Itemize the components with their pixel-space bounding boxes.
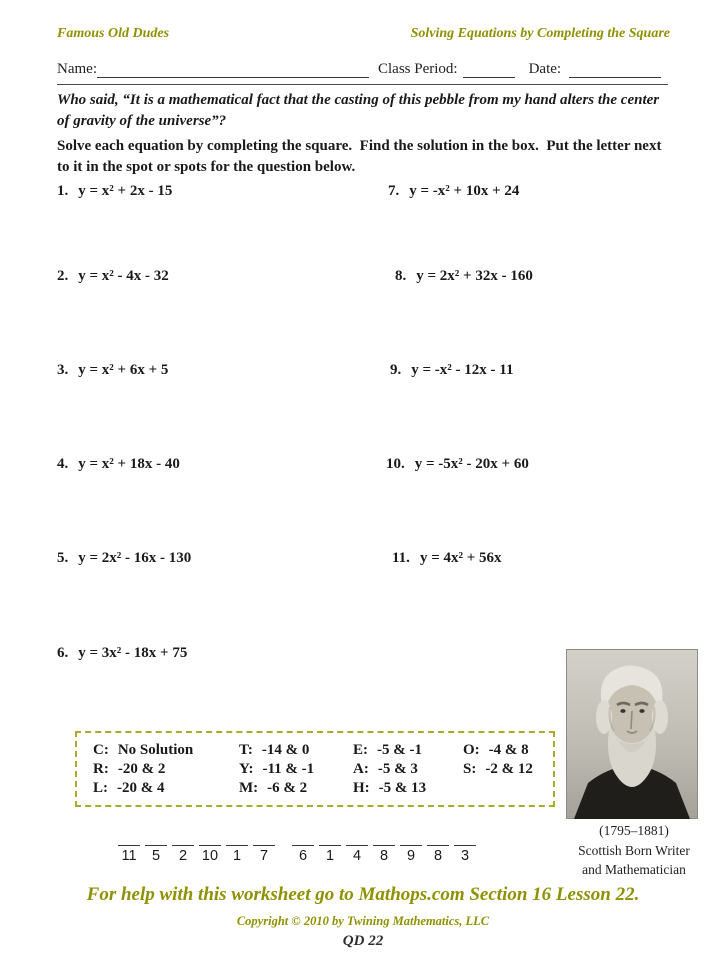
portrait-photo [566, 649, 698, 819]
answer-slot-number: 6 [298, 848, 308, 864]
header-rule [57, 84, 668, 85]
answer-slot [400, 845, 422, 864]
answer-slot-line [454, 845, 476, 846]
answer-slot-number: 11 [121, 848, 137, 864]
answer-key-box [75, 731, 555, 807]
portrait-caption-line1: Scottish Born Writer [578, 842, 690, 858]
answer-slot-number: 8 [379, 848, 389, 864]
problem-8: 8. y = 2x² + 32x - 160 [395, 268, 533, 284]
answer-key-entry-L: L: -20 & 4 [93, 779, 165, 796]
problem-3: 3. y = x² + 6x + 5 [57, 362, 169, 378]
answer-slot-line [319, 845, 341, 846]
name-label: Name: [57, 61, 97, 77]
worksheet-series-title: Famous Old Dudes [57, 26, 170, 41]
answer-slot-line [145, 845, 167, 846]
date-label: Date: [528, 61, 562, 77]
answer-key-entry-A: A: -5 & 3 [353, 760, 418, 777]
answer-slot-number: 5 [151, 848, 161, 864]
name-blank [97, 61, 369, 78]
answer-slot-line [226, 845, 248, 846]
answer-slot [454, 845, 476, 864]
answer-slot [199, 845, 221, 864]
answer-key-entry-O: O: -4 & 8 [463, 741, 529, 758]
answer-slot [427, 845, 449, 864]
answer-slot-number: 2 [178, 848, 188, 864]
answer-key-entry-Y: Y: -11 & -1 [239, 760, 315, 777]
answer-slot [172, 845, 194, 864]
header [57, 26, 670, 42]
answer-slot [145, 845, 167, 864]
answer-slot [319, 845, 341, 864]
name-row [57, 61, 668, 78]
answer-slot [373, 845, 395, 864]
problem-2: 2. y = x² - 4x - 32 [57, 268, 169, 284]
answer-slot-number: 9 [406, 848, 416, 864]
problem-10: 10. y = -5x² - 20x + 60 [386, 456, 529, 472]
answer-slot-line [253, 845, 275, 846]
answer-slot-number: 1 [325, 848, 335, 864]
date-blank [569, 61, 661, 78]
answer-slot [253, 845, 275, 864]
answer-blank-row [118, 845, 481, 864]
instructions-text: Solve each equation by completing the square. Find the solution in the box. Put the letter next to it in the spot or spots for the question below. [57, 138, 666, 175]
problem-9: 9. y = -x² - 12x - 11 [390, 362, 514, 378]
answer-key-entry-C: C: No Solution [93, 741, 194, 758]
answer-slot [346, 845, 368, 864]
portrait-years: (1795–1881) [599, 823, 669, 838]
portrait-caption-line2: and Mathematician [582, 862, 686, 878]
answer-key-entry-H: H: -5 & 13 [353, 779, 427, 796]
answer-key-entry-T: T: -14 & 0 [239, 741, 310, 758]
worksheet-topic-title: Solving Equations by Completing the Square [410, 26, 670, 41]
answer-key-entry-E: E: -5 & -1 [353, 741, 422, 758]
problem-11: 11. y = 4x² + 56x [392, 550, 502, 566]
problem-5: 5. y = 2x² - 16x - 130 [57, 550, 192, 566]
answer-slot-number: 7 [259, 848, 269, 864]
answer-key-entry-S: S: -2 & 12 [463, 760, 533, 777]
answer-slot-line [292, 845, 314, 846]
answer-slot [118, 845, 140, 864]
footer-help-text: For help with this worksheet go to Mathops.com Section 16 Lesson 22. [86, 884, 640, 905]
problem-1: 1. y = x² + 2x - 15 [57, 183, 173, 199]
bearded-man-portrait-image [566, 649, 698, 819]
answer-slot-line [427, 845, 449, 846]
answer-slot-line [199, 845, 221, 846]
footer-code: QD 22 [342, 933, 384, 949]
answer-key-entry-R: R: -20 & 2 [93, 760, 166, 777]
problem-4: 4. y = x² + 18x - 40 [57, 456, 180, 472]
portrait-caption [546, 821, 722, 880]
answer-slot [226, 845, 248, 864]
answer-slot-line [373, 845, 395, 846]
problem-7: 7. y = -x² + 10x + 24 [388, 183, 520, 199]
class-period-blank [463, 61, 515, 78]
answer-slot-line [172, 845, 194, 846]
answer-slot-line [118, 845, 140, 846]
answer-slot [292, 845, 314, 864]
answer-key-entry-M: M: -6 & 2 [239, 779, 308, 796]
quote-text: Who said, “It is a mathematical fact that the casting of this pebble from my hand alters the center of gravity of the universe”? [57, 92, 660, 129]
problem-6: 6. y = 3x² - 18x + 75 [57, 645, 188, 661]
answer-slot-number: 4 [352, 848, 362, 864]
answer-slot-number: 1 [232, 848, 242, 864]
answer-slot-line [400, 845, 422, 846]
class-period-label: Class Period: [377, 61, 458, 77]
footer-copyright: Copyright © 2010 by Twining Mathematics, LLC [236, 914, 490, 928]
answer-slot-line [346, 845, 368, 846]
answer-slot-number: 8 [433, 848, 443, 864]
answer-slot-number: 10 [201, 848, 219, 864]
answer-slot-number: 3 [460, 848, 470, 864]
